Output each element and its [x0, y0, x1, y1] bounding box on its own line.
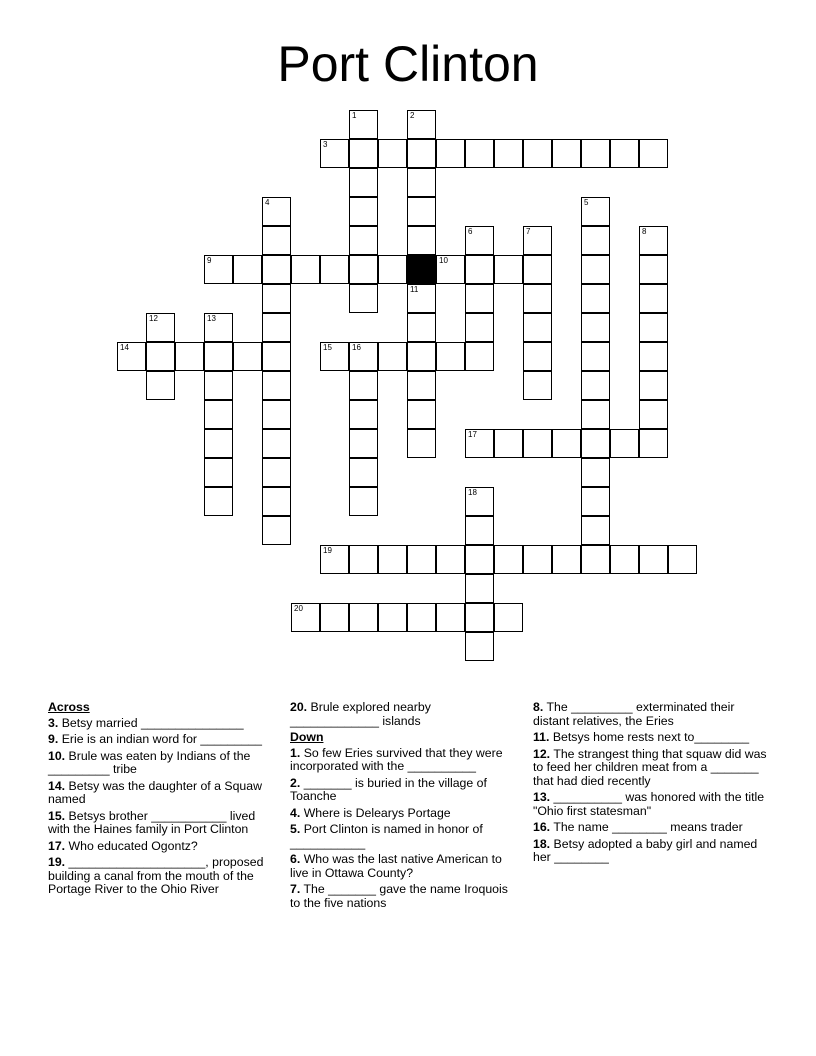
grid-cell[interactable] [581, 342, 610, 371]
grid-cell[interactable] [407, 168, 436, 197]
grid-cell[interactable] [204, 255, 233, 284]
clue-down-5[interactable]: 5. Port Clinton is named in honor of ___________ [290, 822, 483, 850]
grid-cell[interactable] [581, 371, 610, 400]
grid-cell[interactable] [523, 545, 552, 574]
clue-number: 17 [468, 430, 477, 439]
grid-cell[interactable] [262, 197, 291, 226]
grid-cell[interactable] [436, 255, 465, 284]
grid-cell[interactable] [407, 110, 436, 139]
clue-across-10[interactable]: 10. Brule was eaten by Indians of the _________ tribe [48, 748, 251, 776]
clue-number: 3 [323, 140, 328, 149]
grid-cell[interactable] [465, 545, 494, 574]
grid-cell[interactable] [146, 313, 175, 342]
clue-column-3 [533, 701, 769, 868]
clue-number: 9 [207, 256, 212, 265]
clue-down-4[interactable]: 4. Where is Delearys Portage [290, 805, 451, 820]
grid-cell[interactable] [581, 545, 610, 574]
grid-cell[interactable] [552, 545, 581, 574]
clue-across-3[interactable]: 3. Betsy married _______________ [48, 715, 244, 730]
clue-number: 2 [410, 111, 415, 120]
clue-number: 6 [468, 227, 473, 236]
grid-cell[interactable] [349, 110, 378, 139]
grid-cell[interactable] [610, 545, 639, 574]
grid-cell[interactable] [262, 342, 291, 371]
grid-cell[interactable] [639, 400, 668, 429]
clue-across-17[interactable]: 17. Who educated Ogontz? [48, 838, 198, 853]
grid-cell[interactable] [233, 255, 262, 284]
grid-cell[interactable] [262, 255, 291, 284]
grid-cell[interactable] [581, 487, 610, 516]
grid-cell[interactable] [407, 284, 436, 313]
grid-cell[interactable] [378, 342, 407, 371]
clue-number: 19 [323, 546, 332, 555]
grid-cell[interactable] [668, 545, 697, 574]
grid-cell[interactable] [262, 284, 291, 313]
grid-cell[interactable] [494, 545, 523, 574]
grid-cell[interactable] [204, 458, 233, 487]
grid-cell[interactable] [581, 284, 610, 313]
grid-cell[interactable] [407, 545, 436, 574]
grid-cell[interactable] [349, 603, 378, 632]
grid-cell[interactable] [146, 342, 175, 371]
grid-cell[interactable] [204, 400, 233, 429]
clue-number: 7 [526, 227, 531, 236]
grid-cell[interactable] [320, 342, 349, 371]
grid-cell[interactable] [349, 197, 378, 226]
clue-number: 8 [642, 227, 647, 236]
grid-cell[interactable] [465, 632, 494, 661]
grid-cell[interactable] [349, 255, 378, 284]
grid-cell[interactable] [262, 458, 291, 487]
grid-cell[interactable] [581, 516, 610, 545]
grid-cell[interactable] [581, 313, 610, 342]
grid-cell[interactable] [639, 545, 668, 574]
clue-down-16[interactable]: 16. The name ________ means trader [533, 820, 743, 834]
clue-number: 16 [352, 343, 361, 352]
grid-cell[interactable] [523, 226, 552, 255]
clue-number: 13 [207, 314, 216, 323]
clue-down-2[interactable]: 2. _______ is buried in the village of Toanche [290, 775, 487, 803]
clue-across-15[interactable]: 15. Betsys brother ___________ lived with the Haines family in Port Clinton [48, 808, 256, 836]
grid-cell[interactable] [523, 371, 552, 400]
grid-cell[interactable] [204, 429, 233, 458]
grid-cell[interactable] [523, 139, 552, 168]
grid-cell[interactable] [349, 400, 378, 429]
clue-down-8[interactable]: 8. The _________ exterminated their distant relatives, the Eries [533, 700, 735, 728]
grid-cell[interactable] [465, 255, 494, 284]
grid-cell[interactable] [639, 226, 668, 255]
grid-cell[interactable] [581, 226, 610, 255]
clue-down-11[interactable]: 11. Betsys home rests next to________ [533, 730, 750, 744]
grid-cell[interactable] [494, 429, 523, 458]
grid-cell[interactable] [146, 371, 175, 400]
down-heading: Down [290, 730, 324, 744]
grid-cell[interactable] [465, 574, 494, 603]
grid-cell[interactable] [320, 139, 349, 168]
grid-cell[interactable] [552, 139, 581, 168]
grid-cell[interactable] [349, 371, 378, 400]
grid-cell[interactable] [117, 342, 146, 371]
clue-number: 11 [410, 285, 419, 294]
grid-cell[interactable] [407, 371, 436, 400]
grid-cell[interactable] [378, 255, 407, 284]
grid-cell[interactable] [349, 429, 378, 458]
grid-cell[interactable] [465, 226, 494, 255]
grid-cell[interactable] [436, 603, 465, 632]
grid-cell[interactable] [204, 371, 233, 400]
grid-cell[interactable] [407, 400, 436, 429]
grid-cell[interactable] [378, 603, 407, 632]
grid-cell[interactable] [581, 139, 610, 168]
grid-cell[interactable] [639, 429, 668, 458]
grid-cell[interactable] [262, 371, 291, 400]
grid-cell[interactable] [494, 255, 523, 284]
clue-column-2 [290, 701, 512, 913]
clue-down-1[interactable]: 1. So few Eries survived that they were incorporated with the __________ [290, 745, 503, 773]
clue-number: 12 [149, 314, 158, 323]
grid-cell[interactable] [581, 458, 610, 487]
grid-cell[interactable] [523, 429, 552, 458]
grid-cell[interactable] [262, 487, 291, 516]
grid-cell[interactable] [204, 487, 233, 516]
grid-cell[interactable] [523, 255, 552, 284]
clue-across-14[interactable]: 14. Betsy was the daughter of a Squaw named [48, 778, 262, 806]
grid-cell[interactable] [465, 342, 494, 371]
grid-cell[interactable] [465, 487, 494, 516]
clue-down-6[interactable]: 6. Who was the last native American to live in Ottawa County? [290, 852, 502, 880]
clue-number: 1 [352, 111, 357, 120]
grid-cell[interactable] [262, 226, 291, 255]
grid-cell[interactable] [581, 197, 610, 226]
grid-cell[interactable] [610, 139, 639, 168]
grid-cell[interactable] [523, 284, 552, 313]
grid-cell[interactable] [523, 342, 552, 371]
grid-cell[interactable] [204, 342, 233, 371]
grid-cell[interactable] [407, 197, 436, 226]
grid-cell[interactable] [320, 603, 349, 632]
grid-cell[interactable] [610, 429, 639, 458]
clue-number: 10 [439, 256, 448, 265]
clue-down-18[interactable]: 18. Betsy adopted a baby girl and named her ________ [533, 836, 758, 864]
clue-number: 20 [294, 604, 303, 613]
grid-cell[interactable] [262, 429, 291, 458]
clue-number: 4 [265, 198, 270, 207]
grid-cell[interactable] [349, 168, 378, 197]
grid-cell[interactable] [639, 255, 668, 284]
grid-cell[interactable] [465, 603, 494, 632]
grid-cell[interactable] [407, 313, 436, 342]
grid-cell[interactable] [639, 139, 668, 168]
grid-cell[interactable] [320, 545, 349, 574]
clue-down-13[interactable]: 13. __________ was honored with the title "Ohio first statesman" [533, 790, 765, 818]
grid-cell[interactable] [465, 139, 494, 168]
clue-number: 5 [584, 198, 589, 207]
grid-cell[interactable] [349, 226, 378, 255]
black-cell [407, 255, 436, 284]
clue-across-9[interactable]: 9. Erie is an indian word for _________ [48, 732, 262, 746]
grid-cell[interactable] [262, 400, 291, 429]
grid-cell[interactable] [407, 429, 436, 458]
grid-cell[interactable] [349, 458, 378, 487]
grid-cell[interactable] [407, 342, 436, 371]
clue-number: 18 [468, 488, 477, 497]
grid-cell[interactable] [436, 545, 465, 574]
grid-cell[interactable] [407, 226, 436, 255]
grid-cell[interactable] [465, 429, 494, 458]
grid-cell[interactable] [639, 342, 668, 371]
clue-down-12[interactable]: 12. The strangest thing that squaw did was to feed her children meat from a _______ that had died recently [533, 746, 767, 788]
grid-cell[interactable] [465, 516, 494, 545]
grid-cell[interactable] [581, 400, 610, 429]
across-heading: Across [48, 700, 90, 714]
grid-cell[interactable] [378, 139, 407, 168]
grid-cell[interactable] [349, 545, 378, 574]
grid-cell[interactable] [291, 255, 320, 284]
grid-cell[interactable] [175, 342, 204, 371]
clue-across-19[interactable]: 19. ____________________, proposed building a canal from the mouth of the Portage River to the Ohio River [48, 855, 264, 896]
grid-cell[interactable] [407, 139, 436, 168]
grid-cell[interactable] [262, 516, 291, 545]
clue-number: 14 [120, 343, 129, 352]
grid-cell[interactable] [349, 139, 378, 168]
grid-cell[interactable] [494, 603, 523, 632]
grid-cell[interactable] [349, 284, 378, 313]
grid-cell[interactable] [291, 603, 320, 632]
grid-cell[interactable] [494, 139, 523, 168]
grid-cell[interactable] [639, 284, 668, 313]
grid-cell[interactable] [465, 284, 494, 313]
clue-across-20[interactable]: 20. Brule explored nearby _____________ islands [290, 700, 431, 728]
grid-cell[interactable] [349, 487, 378, 516]
clue-down-7[interactable]: 7. The _______ gave the name Iroquois to the five nations [290, 882, 508, 910]
grid-cell[interactable] [407, 603, 436, 632]
grid-cell[interactable] [320, 255, 349, 284]
grid-cell[interactable] [233, 342, 262, 371]
grid-cell[interactable] [204, 313, 233, 342]
grid-cell[interactable] [639, 313, 668, 342]
grid-cell[interactable] [349, 342, 378, 371]
grid-cell[interactable] [581, 429, 610, 458]
grid-cell[interactable] [262, 313, 291, 342]
grid-cell[interactable] [436, 139, 465, 168]
grid-cell[interactable] [523, 313, 552, 342]
clue-number: 15 [323, 343, 332, 352]
grid-cell[interactable] [552, 429, 581, 458]
grid-cell[interactable] [639, 371, 668, 400]
grid-cell[interactable] [465, 313, 494, 342]
puzzle-title: Port Clinton [277, 36, 539, 92]
grid-cell[interactable] [436, 342, 465, 371]
clue-column-1 [48, 701, 266, 900]
grid-cell[interactable] [581, 255, 610, 284]
grid-cell[interactable] [378, 545, 407, 574]
